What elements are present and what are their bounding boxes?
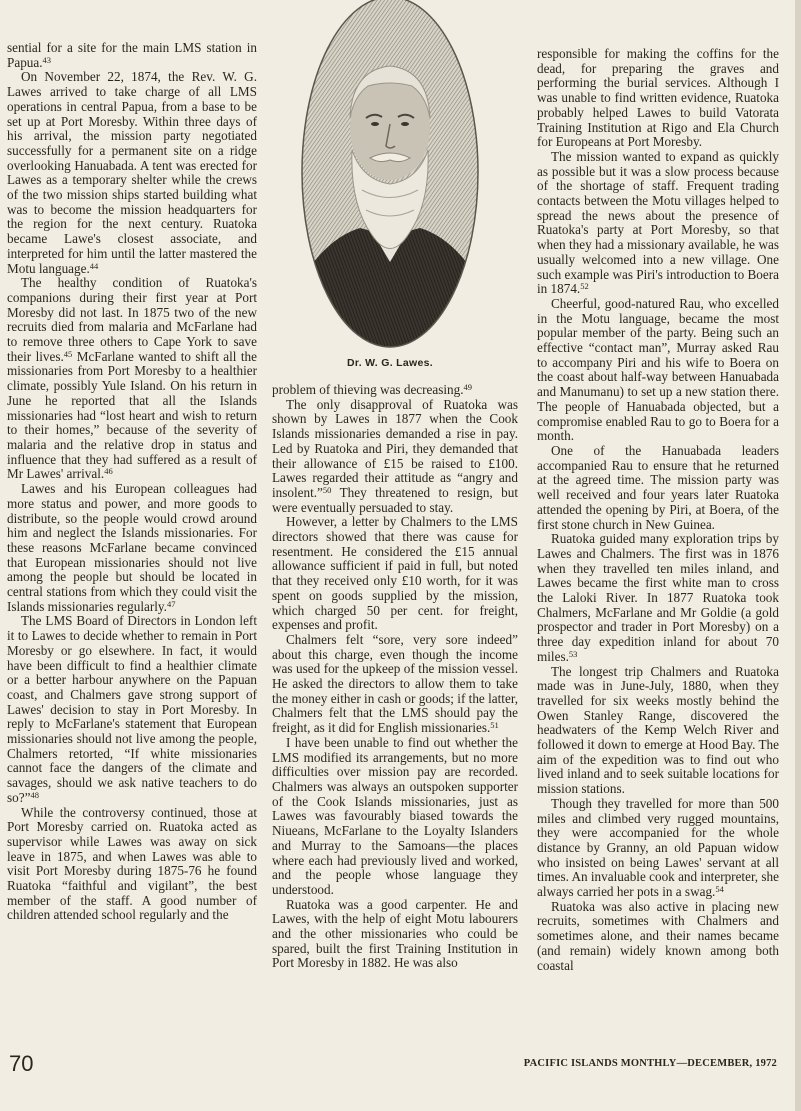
article-paragraph (7, 614, 257, 805)
page-number: 70 (9, 1051, 34, 1076)
footnote-ref: 44 (89, 260, 99, 271)
paragraph-text: They threatened to resign, but were eventually persuaded to stay. (272, 484, 518, 515)
article-paragraph (272, 383, 518, 398)
article-column-3 (537, 47, 779, 973)
article-paragraph (272, 398, 518, 516)
paragraph-text: The LMS Board of Directors in London left it to Lawes to decide whether to remain in Port Moresby or go elsewhere. In fact, it would have been difficult to find a healthier climate or a better harbour anywhere on the Papuan coast, and Chalmers gave strong support of Lawes' decision to stay in Port Moresby. In reply to McFarlane's statement that European missionaries should not live among the people, Chalmers retorted, “If white missionaries cannot face the dangers of the climate and savages, should we ask native teachers to do so?” (7, 613, 257, 805)
running-footer: PACIFIC ISLANDS MONTHLY—DECEMBER, 1972 (523, 1058, 777, 1069)
article-paragraph (7, 806, 257, 924)
paragraph-text: Cheerful, good-natured Rau, who excelled in the Motu language, became the most popular member of the party. Being such an effective “contact man”, Murray asked Rau to accompany Piri and his wife to Boera on the coast about half-way between Hanuabada and Manumanu) to set up a new station there. The people of Hanuabada objected, but a compromise enabled Rau to go to Boera for a month. (537, 295, 779, 444)
paragraph-text: sential for a site for the main LMS station in Papua. (7, 40, 257, 70)
article-paragraph (537, 797, 779, 900)
footnote-ref: 45 (63, 348, 73, 359)
paragraph-text: Ruatoka guided many exploration trips by Lawes and Chalmers. The first was in 1876 when they travelled ten miles inland, and Lawes became the first white man to cross the Laloki River. In 1877 Ruatoka took Chalmers, McFarlane and Mr Goldie (a gold prospector and trader in Port Moresby) on a three day expedition inland for about 70 miles. (537, 531, 779, 664)
article-column-1 (7, 41, 257, 923)
footnote-ref: 51 (490, 720, 499, 731)
footnote-ref: 50 (322, 484, 332, 495)
paragraph-text: Ruatoka was also active in placing new recruits, sometimes with Chalmers and sometimes alone, and their names became (and remain) widely known among both coastal (537, 898, 779, 973)
article-paragraph (537, 532, 779, 664)
article-column-2 (272, 383, 518, 971)
portrait-engraving-icon (300, 0, 480, 352)
paragraph-text: McFarlane wanted to shift all the missionaries from Port Moresby to a healthier climate, possibly Yule Island. On his return in June he reported that all the Islands missionaries had “lost heart and wish to return to their homes,” because of the severity of malaria and the relative drop in status and influence that they had suffered as a result of Mr Lawes' arrival. (7, 348, 257, 482)
footnote-ref: 54 (715, 884, 724, 895)
paragraph-text: The healthy condition of Ruatoka's companions during their first year at Port Moresby did not last. In 1875 two of the new recruits died from malaria and McFarlane had to remove three others to Cape York to save their lives. (7, 275, 257, 364)
article-paragraph (537, 47, 779, 150)
article-paragraph (537, 150, 779, 297)
paragraph-text: One of the Hanuabada leaders accompanied Rau to ensure that he returned at the agreed time. The mission party was well received and four years later Ruatoka attended the opening by Piri, at Boera, of the first stone church in New Guinea. (537, 442, 779, 532)
article-paragraph (7, 482, 257, 614)
article-paragraph (7, 41, 257, 70)
paragraph-text: While the controversy continued, those at Port Moresby carried on. Ruatoka acted as supervisor while Lawes was away on sick leave in 1875, and when Lawes was able to visit Port Moresby during 1875-76 he found Ruatoka “faithful and vigilant”, the best member of the staff. A good number of children attended school regularly and the (7, 804, 257, 923)
footnote-ref: 43 (42, 54, 52, 65)
page-edge (795, 0, 801, 1111)
footnote-ref: 48 (30, 789, 39, 800)
footnote-ref: 49 (463, 382, 473, 392)
article-paragraph (537, 900, 779, 974)
paragraph-text: However, a letter by Chalmers to the LMS directors showed that there was cause for resentment. He considered the £15 annual allowance sufficient if paid in full, but noted that they received only £10 worth, for it was spent on goods supplied by the mission, which charged 50 per cent. for freight, expenses and profit. (272, 514, 518, 633)
article-paragraph (272, 515, 518, 633)
paragraph-text: The mission wanted to expand as quickly as possible but it was a slow process because of the shortage of staff. Frequent trading contacts between the Motu villages helped to spread the news about the presence of Ruatoka's party at Port Moresby, so that when they had a missionary available, he was usually welcomed into a new village. One such example was Piri's introduction to Boera in 1874. (537, 148, 779, 297)
photo-caption: Dr. W. G. Lawes. (347, 357, 433, 369)
footnote-ref: 47 (166, 598, 176, 609)
paragraph-text: The only disapproval of Ruatoka was shown by Lawes in 1877 when the Cook Islands missionaries demanded a rise in pay. Led by Ruatoka and Piri, they demanded that their allowance of £15 be raised to £100. Lawes regarded their attitude as “angry and insolent.” (272, 396, 518, 500)
footnote-ref: 46 (104, 466, 113, 477)
article-paragraph (272, 898, 518, 972)
paragraph-text: Lawes and his European colleagues had more status and power, and more goods to distribute, so the people would crowd around him and neglect the Islands missionaries. For these reasons McFarlane became convinced that European missionaries should not live among the people but should be located in central stations from which they could visit the Islands missionaries regularly. (7, 481, 257, 614)
article-paragraph (7, 70, 257, 276)
footnote-ref: 53 (568, 648, 578, 659)
paragraph-text: The longest trip Chalmers and Ruatoka made was in June-July, 1880, when they travelled for six weeks mostly behind the Owen Stanley Range, discovered the headwaters of the Kemp Welch River and followed it down to emerge at Hood Bay. The aim of the expedition was to find out who lived inland and to seek suitable locations for mission stations. (537, 663, 779, 797)
article-paragraph (537, 444, 779, 532)
article-paragraph (272, 633, 518, 736)
portrait-photo (300, 0, 480, 352)
paragraph-text: Chalmers felt “sore, very sore indeed” about this charge, even though the income was used for the upkeep of the mission vessel. He asked the directors to allow them to take the money either in cash or goods; if the latter, Chalmers felt that the LMS should pay the freight, as it did for English missionaries. (272, 631, 518, 736)
paragraph-text: I have been unable to find out whether the LMS modified its arrangements, but no more difficulties over mission pay are recorded. Chalmers was always an outspoken supporter of the Cook Islands missionaries, just as Lawes was favourably biased towards the Niueans, McFarlane to the Loyalty Islanders and Murray to the Samoans—the places where each had previously lived and worked, and the people whose language they understood. (272, 734, 518, 897)
article-paragraph (7, 276, 257, 482)
article-paragraph (537, 297, 779, 444)
footnote-ref: 52 (580, 281, 589, 292)
paragraph-text: problem of thieving was decreasing. (272, 382, 464, 397)
article-paragraph (272, 736, 518, 898)
article-paragraph (537, 665, 779, 797)
paragraph-text: On November 22, 1874, the Rev. W. G. Lawes arrived to take charge of all LMS operations in central Papua, from a base to be set up at Port Moresby. Within three days of his arrival, the mission party negotiated successfully for a permanent site on a ridge overlooking Hanuabada. A tent was erected for Lawes as a temporary shelter while the crews of the two mission ships started building what was to become the mission headquarters for the region for the next century. Ruatoka became Lawe's closest associate, and interpreted for him until the latter mastered the Motu language. (7, 69, 257, 276)
paragraph-text: Ruatoka was a good carpenter. He and Lawes, with the help of eight Motu labourers and the other missionaries who could be spared, built the first Training Institution in Port Moresby in 1882. He was also (272, 896, 518, 971)
paragraph-text: responsible for making the coffins for the dead, for preparing the graves and performing the burial services. Although I was unable to find written evidence, Ruatoka probably helped Lawes to build Vatorata Training Institution at Rigo and Ela Church for Europeans at Port Moresby. (537, 46, 779, 150)
paragraph-text: Though they travelled for more than 500 miles and climbed very rugged mountains, they were accompanied for the whole distance by Granny, an old Papuan widow who insisted on being Lawes' servant at all times. An invaluable cook and interpreter, she always carried her pots in a swag. (537, 795, 779, 900)
